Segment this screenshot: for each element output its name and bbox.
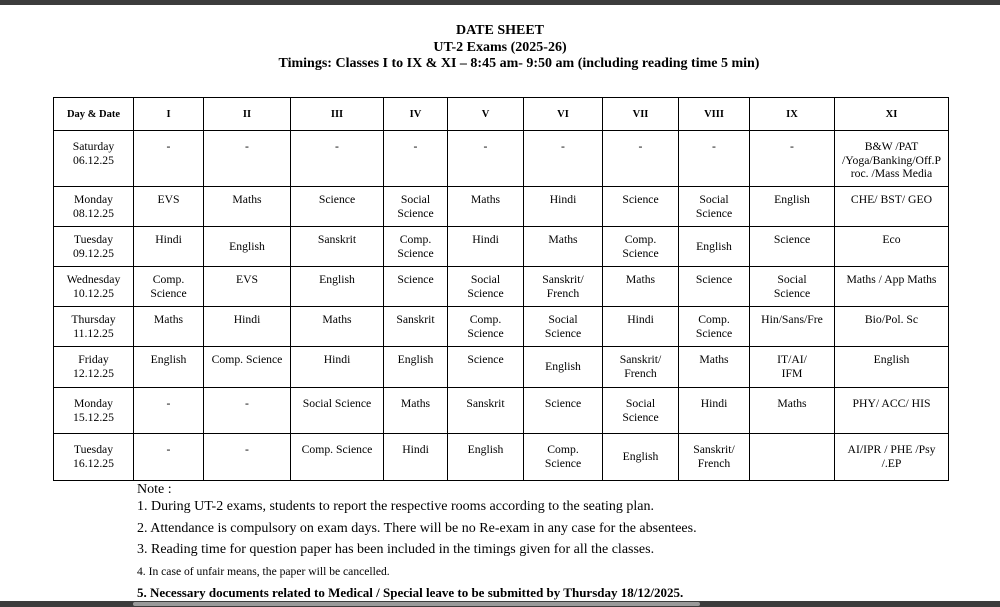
subject-cell-class-vi: Science bbox=[524, 388, 603, 434]
subject-cell-class-vii: Maths bbox=[603, 267, 679, 307]
subject-cell-class-ix: Social Science bbox=[750, 267, 835, 307]
subject-cell-class-ix: English bbox=[750, 187, 835, 227]
day-label: Saturday bbox=[72, 140, 115, 153]
subject-cell-class-v: Comp. Science bbox=[448, 307, 524, 347]
header-row bbox=[54, 98, 949, 131]
subject-cell-class-v: - bbox=[448, 131, 524, 187]
date-sheet-table bbox=[53, 97, 949, 481]
table-row bbox=[54, 227, 949, 267]
subject-cell-class-iv: - bbox=[384, 131, 448, 187]
day-date-cell bbox=[54, 307, 134, 347]
subject-cell-class-v: Science bbox=[448, 347, 524, 388]
day-label: Monday bbox=[74, 193, 113, 206]
date-label: 06.12.25 bbox=[73, 153, 114, 167]
subject-cell-class-iv: Maths bbox=[384, 388, 448, 434]
subject-cell-class-v: Hindi bbox=[448, 227, 524, 267]
column-header-class-vii: VII bbox=[603, 98, 679, 131]
subject-cell-class-v: Sanskrit bbox=[448, 388, 524, 434]
subject-cell-class-iv: Sanskrit bbox=[384, 307, 448, 347]
day-label: Friday bbox=[78, 353, 109, 366]
subject-cell-class-ix: - bbox=[750, 131, 835, 187]
subject-cell-class-vii: English bbox=[603, 434, 679, 481]
subject-cell-class-viii: Social Science bbox=[679, 187, 750, 227]
subject-cell-class-v: English bbox=[448, 434, 524, 481]
subject-cell-class-iv: Comp. Science bbox=[384, 227, 448, 267]
note-item: 5. Necessary documents related to Medical / Special leave to be submitted by Thursday 18/12/2025. bbox=[137, 585, 684, 600]
day-date-cell bbox=[54, 131, 134, 187]
subject-cell-class-i: - bbox=[134, 388, 204, 434]
column-header-class-vi: VI bbox=[524, 98, 603, 131]
subject-cell-class-iii: Science bbox=[291, 187, 384, 227]
column-header-class-iv: IV bbox=[384, 98, 448, 131]
subject-cell-class-xi: Eco bbox=[835, 227, 949, 267]
subject-cell-class-vi: Hindi bbox=[524, 187, 603, 227]
subject-cell-class-iv: Hindi bbox=[384, 434, 448, 481]
date-label: 12.12.25 bbox=[73, 366, 114, 380]
subject-cell-class-iii: Maths bbox=[291, 307, 384, 347]
day-date-cell bbox=[54, 434, 134, 481]
subject-cell-class-i: Maths bbox=[134, 307, 204, 347]
day-label: Tuesday bbox=[73, 233, 114, 246]
subject-cell-class-viii: Science bbox=[679, 267, 750, 307]
subject-cell-class-xi: English bbox=[835, 347, 949, 388]
column-header-class-viii: VIII bbox=[679, 98, 750, 131]
exam-subtitle: UT-2 Exams (2025-26) bbox=[433, 39, 567, 55]
subject-cell-class-vi: Sanskrit/ French bbox=[524, 267, 603, 307]
scrollbar-thumb[interactable] bbox=[133, 602, 700, 606]
subject-cell-class-ii: - bbox=[204, 388, 291, 434]
day-label: Thursday bbox=[71, 313, 116, 326]
column-header-class-ii: II bbox=[204, 98, 291, 131]
timings-line: Timings: Classes I to IX & XI – 8:45 am- 9:50 am (including reading time 5 min) bbox=[278, 56, 760, 71]
column-header-class-ix: IX bbox=[750, 98, 835, 131]
table-row bbox=[54, 131, 949, 187]
date-label: 10.12.25 bbox=[73, 286, 114, 300]
subject-cell-class-vi: Maths bbox=[524, 227, 603, 267]
subject-cell-class-iv: English bbox=[384, 347, 448, 388]
subject-cell-class-xi: PHY/ ACC/ HIS bbox=[835, 388, 949, 434]
document-title: DATE SHEET bbox=[455, 23, 545, 38]
note-item: 3. Reading time for question paper has been included in the timings given for all the classes. bbox=[137, 542, 655, 557]
subject-cell-class-iii: Comp. Science bbox=[291, 434, 384, 481]
column-header-day-date: Day & Date bbox=[54, 98, 134, 131]
subject-cell-class-iii: Hindi bbox=[291, 347, 384, 388]
subject-cell-class-iii: English bbox=[291, 267, 384, 307]
subject-cell-class-i: Comp. Science bbox=[134, 267, 204, 307]
subject-cell-class-viii: Sanskrit/ French bbox=[679, 434, 750, 481]
day-label: Tuesday bbox=[73, 443, 114, 456]
title-block bbox=[0, 23, 1000, 73]
table-row bbox=[54, 388, 949, 434]
subject-cell-class-ix: Maths bbox=[750, 388, 835, 434]
date-label: 09.12.25 bbox=[73, 246, 114, 260]
subject-cell-class-vi: Comp. Science bbox=[524, 434, 603, 481]
subject-cell-class-viii: Hindi bbox=[679, 388, 750, 434]
subject-cell-class-vii: Science bbox=[603, 187, 679, 227]
subject-cell-class-i: - bbox=[134, 131, 204, 187]
note-item: 4. In case of unfair means, the paper will be cancelled. bbox=[137, 564, 390, 578]
table-header bbox=[54, 98, 949, 131]
subject-cell-class-ii: English bbox=[204, 227, 291, 267]
column-header-class-xi: XI bbox=[835, 98, 949, 131]
subject-cell-class-vii: Comp. Science bbox=[603, 227, 679, 267]
subject-cell-class-i: English bbox=[134, 347, 204, 388]
table-row bbox=[54, 187, 949, 227]
subject-cell-class-ix: Science bbox=[750, 227, 835, 267]
day-date-cell bbox=[54, 347, 134, 388]
subject-cell-class-iii: Sanskrit bbox=[291, 227, 384, 267]
note-item: 2. Attendance is compulsory on exam days. There will be no Re-exam in any case for the absentees. bbox=[137, 520, 697, 536]
table-body bbox=[54, 131, 949, 481]
subject-cell-class-iii: Social Science bbox=[291, 388, 384, 434]
notes-list bbox=[137, 496, 697, 604]
table-row bbox=[54, 307, 949, 347]
column-header-class-iii: III bbox=[291, 98, 384, 131]
table-row bbox=[54, 267, 949, 307]
subject-cell-class-xi: AI/IPR / PHE /Psy /.EP bbox=[835, 434, 949, 481]
subject-cell-class-ii: - bbox=[204, 131, 291, 187]
subject-cell-class-xi: Maths / App Maths bbox=[835, 267, 949, 307]
subject-cell-class-ii: Comp. Science bbox=[204, 347, 291, 388]
subject-cell-class-xi: CHE/ BST/ GEO bbox=[835, 187, 949, 227]
note-item: 1. During UT-2 exams, students to report the respective rooms according to the seating plan. bbox=[137, 499, 654, 514]
subject-cell-class-vii: Sanskrit/ French bbox=[603, 347, 679, 388]
subject-cell-class-v: Maths bbox=[448, 187, 524, 227]
subject-cell-class-iv: Science bbox=[384, 267, 448, 307]
subject-cell-class-vi: - bbox=[524, 131, 603, 187]
subject-cell-class-viii: Maths bbox=[679, 347, 750, 388]
day-date-cell bbox=[54, 187, 134, 227]
subject-cell-class-xi: B&W /PAT /Yoga/Banking/Off.P roc. /Mass Media bbox=[835, 131, 949, 187]
subject-cell-class-i: EVS bbox=[134, 187, 204, 227]
subject-cell-class-ii: Maths bbox=[204, 187, 291, 227]
subject-cell-class-viii: English bbox=[679, 227, 750, 267]
date-label: 16.12.25 bbox=[73, 456, 114, 470]
subject-cell-class-ix bbox=[750, 434, 835, 481]
column-header-class-i: I bbox=[134, 98, 204, 131]
day-label: Monday bbox=[74, 397, 113, 410]
date-label: 08.12.25 bbox=[73, 206, 114, 220]
column-header-class-v: V bbox=[448, 98, 524, 131]
subject-cell-class-vii: Social Science bbox=[603, 388, 679, 434]
subject-cell-class-vi: English bbox=[524, 347, 603, 388]
subject-cell-class-ii: - bbox=[204, 434, 291, 481]
subject-cell-class-iv: Social Science bbox=[384, 187, 448, 227]
subject-cell-class-xi: Bio/Pol. Sc bbox=[835, 307, 949, 347]
subject-cell-class-vii: Hindi bbox=[603, 307, 679, 347]
viewer-top-edge bbox=[0, 0, 1000, 5]
day-date-cell bbox=[54, 388, 134, 434]
subject-cell-class-ii: EVS bbox=[204, 267, 291, 307]
subject-cell-class-iii: - bbox=[291, 131, 384, 187]
subject-cell-class-vi: Social Science bbox=[524, 307, 603, 347]
table-row bbox=[54, 347, 949, 388]
subject-cell-class-ix: Hin/Sans/Fre bbox=[750, 307, 835, 347]
subject-cell-class-ii: Hindi bbox=[204, 307, 291, 347]
subject-cell-class-i: Hindi bbox=[134, 227, 204, 267]
subject-cell-class-viii: Comp. Science bbox=[679, 307, 750, 347]
notes-heading: Note : bbox=[137, 482, 172, 497]
date-label: 15.12.25 bbox=[73, 410, 114, 424]
subject-cell-class-v: Social Science bbox=[448, 267, 524, 307]
subject-cell-class-viii: - bbox=[679, 131, 750, 187]
day-date-cell bbox=[54, 267, 134, 307]
date-label: 11.12.25 bbox=[73, 326, 114, 340]
day-date-cell bbox=[54, 227, 134, 267]
table-row bbox=[54, 434, 949, 481]
subject-cell-class-ix: IT/AI/ IFM bbox=[750, 347, 835, 388]
day-label: Wednesday bbox=[66, 273, 121, 286]
horizontal-scrollbar[interactable] bbox=[0, 601, 1000, 607]
subject-cell-class-vii: - bbox=[603, 131, 679, 187]
subject-cell-class-i: - bbox=[134, 434, 204, 481]
